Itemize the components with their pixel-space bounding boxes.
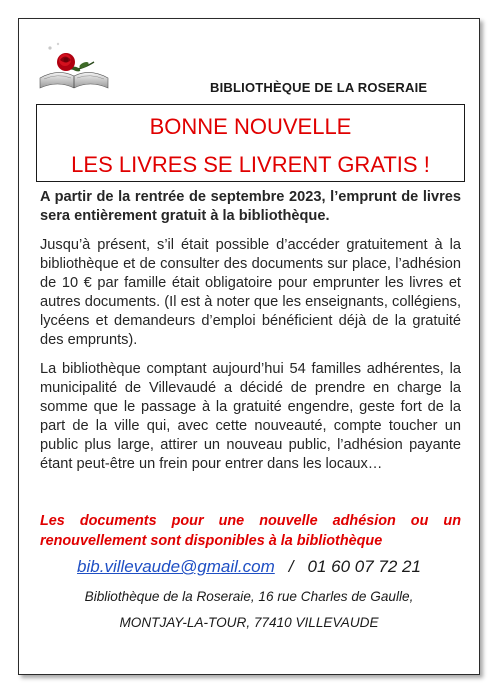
address-line-2: MONTJAY-LA-TOUR, 77410 VILLEVAUDE [119,615,379,630]
headline-line2: LES LIVRES SE LIVRENT GRATIS ! [71,152,430,177]
headline-box [36,104,465,182]
intro-paragraph: A partir de la rentrée de septembre 2023, l’emprunt de livres sera entièrement gratuit à la bibliothèque. [40,189,461,224]
contact-line [0,557,498,577]
rose-on-book-icon [38,38,110,93]
paragraph-municipality: La bibliothèque comptant aujourd’hui 54 familles adhérentes, la municipalité de Villevaudé a décidé de prendre en charge la somme que le passage à la gratuité engendre, geste fort de la part de la ville qui, avec cette nouveauté, compte toucher un public plus large, attirer un nouveau public, l’adhésion payante étant peut-être un frein pour entrer dans les locaux… [40,361,461,472]
documents-notice: Les documents pour une nouvelle adhésion ou un renouvellement sont disponibles à la bibliothèque [40,513,461,549]
contact-separator: / [288,557,294,576]
headline-line1: BONNE NOUVELLE [149,114,352,139]
library-name: BIBLIOTHÈQUE DE LA ROSERAIE [210,80,428,95]
paragraph-history: Jusqu’à présent, s’il était possible d’accéder gratuitement à la bibliothèque et de consulter des documents sur place, l’adhésion de 10 € par famille était obligatoire pour emprunter les livres et autres documents. (Il est à noter que les enseignants, collégiens, lycéens et demandeurs d’emploi bénéficient déjà de la gratuité des emprunts). [40,237,461,348]
address-line-1: Bibliothèque de la Roseraie, 16 rue Charles de Gaulle, [84,589,414,604]
phone-number: 01 60 07 72 21 [307,557,421,576]
article-body [40,188,461,484]
email-link[interactable]: bib.villevaude@gmail.com [77,557,275,576]
